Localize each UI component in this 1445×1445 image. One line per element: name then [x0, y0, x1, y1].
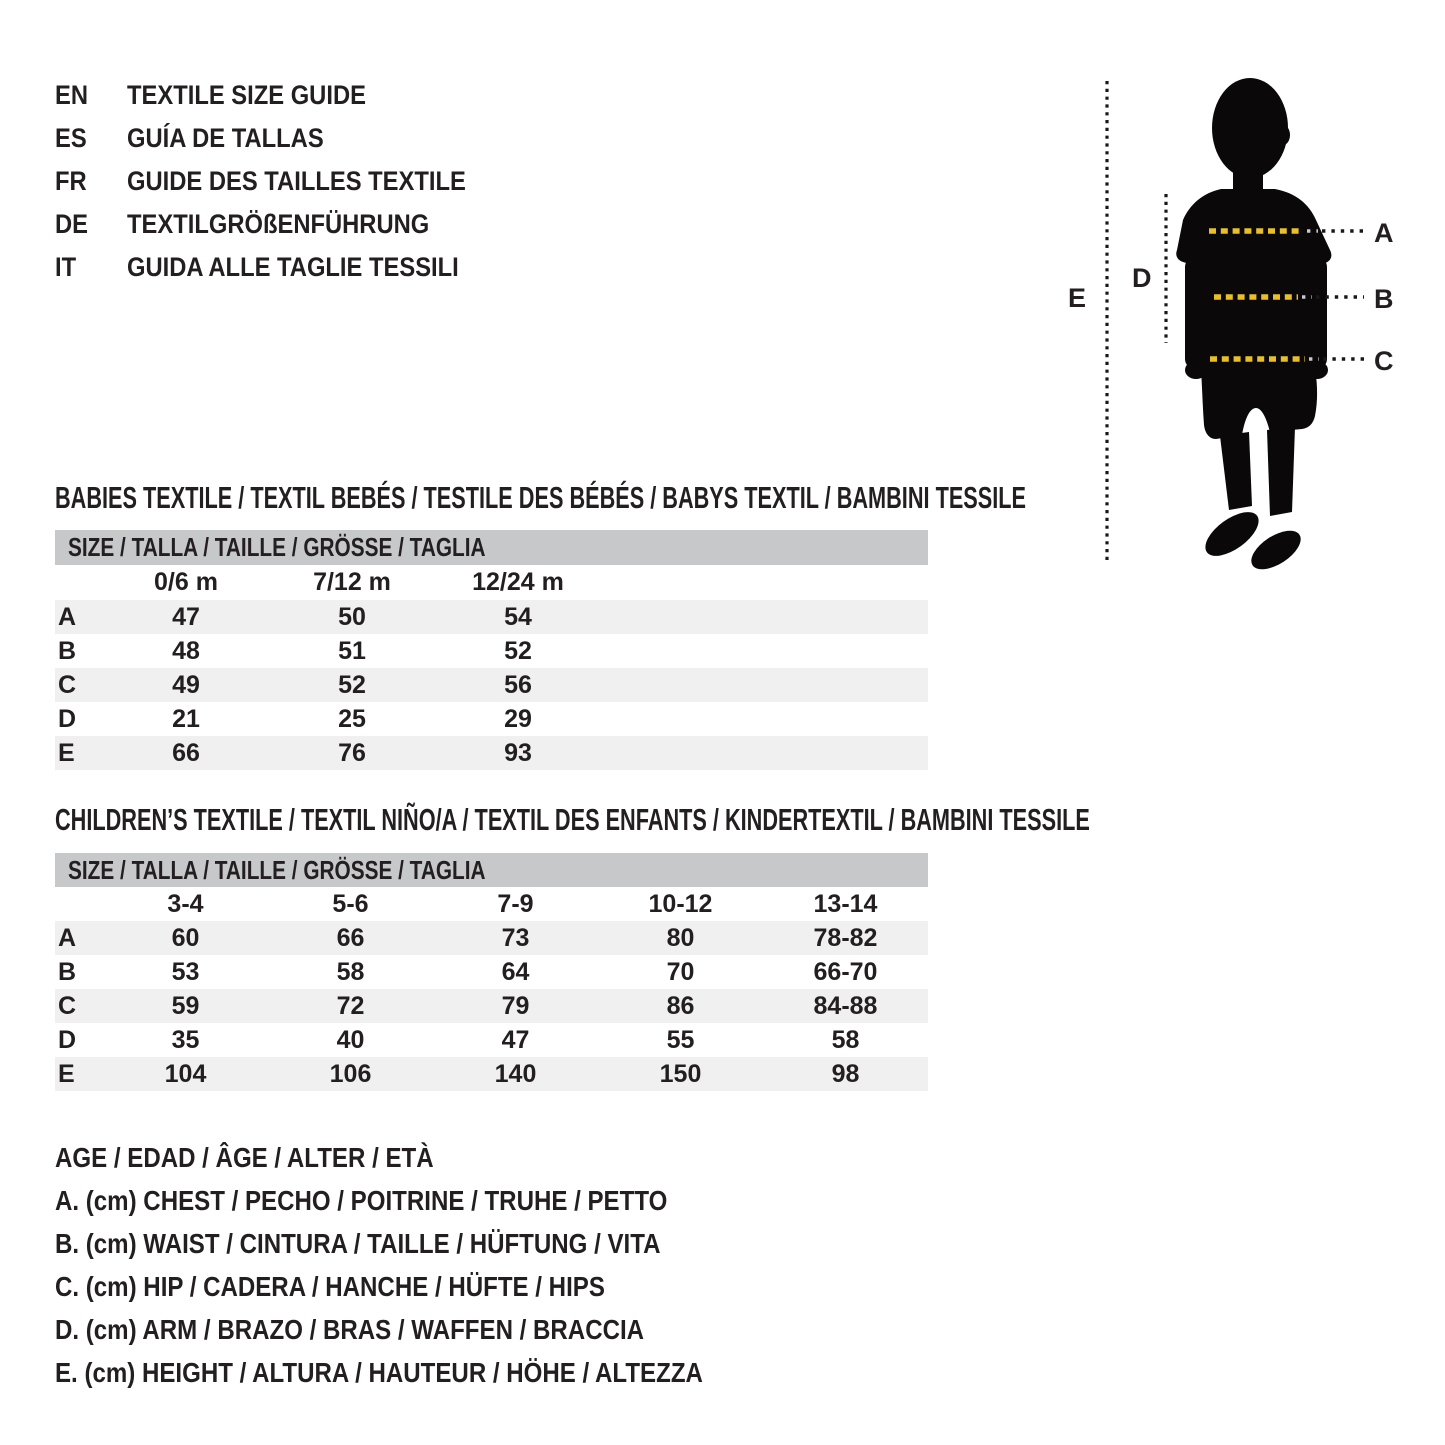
- column-header: 0/6 m: [154, 568, 218, 596]
- row-label: D: [58, 704, 77, 733]
- row-label: A: [58, 602, 77, 631]
- language-row: [55, 246, 512, 289]
- legend-text: D. (cm) ARM / BRAZO / BRAS / WAFFEN / BRACCIA: [55, 1313, 645, 1345]
- column-header-row: [55, 887, 928, 921]
- child-silhouette-icon: [1176, 78, 1331, 577]
- cell-value: 79: [501, 991, 530, 1020]
- row-label: E: [58, 1059, 75, 1088]
- language-title: GUÍA DE TALLAS: [127, 123, 324, 153]
- cell-value: 56: [504, 670, 532, 699]
- measurement-legend: [55, 1136, 808, 1394]
- language-title: GUIDE DES TAILLES TEXTILE: [127, 166, 466, 196]
- measurement-figure: [1050, 60, 1445, 600]
- legend-text: AGE / EDAD / ÂGE / ALTER / ETÀ: [55, 1141, 434, 1173]
- column-header: 5-6: [332, 889, 369, 918]
- table-row: [55, 668, 928, 702]
- cell-value: 49: [172, 670, 200, 699]
- cell-value: 70: [666, 957, 695, 986]
- language-title: TEXTILE SIZE GUIDE: [127, 80, 366, 110]
- cell-value: 29: [504, 704, 532, 733]
- size-header-bar: [55, 853, 928, 887]
- cell-value: 58: [831, 1025, 860, 1054]
- figure-label-b: B: [1374, 284, 1394, 314]
- language-title: GUIDA ALLE TAGLIE TESSILI: [127, 252, 459, 282]
- column-header: 7/12 m: [313, 568, 391, 596]
- cell-value: 66-70: [813, 957, 878, 986]
- cell-value: 52: [338, 670, 366, 699]
- column-header: 13-14: [813, 889, 878, 918]
- legend-line: [55, 1265, 808, 1308]
- language-guide: [55, 74, 512, 289]
- table-row: [55, 702, 928, 736]
- language-code: ES: [55, 123, 87, 153]
- legend-line: [55, 1222, 808, 1265]
- size-header-label: SIZE / TALLA / TAILLE / GRÖSSE / TAGLIA: [68, 854, 486, 885]
- cell-value: 48: [172, 636, 200, 665]
- language-title: TEXTILGRÖßENFÜHRUNG: [127, 209, 430, 239]
- figure-label-d: D: [1132, 263, 1152, 293]
- cell-value: 50: [338, 602, 366, 631]
- cell-value: 54: [504, 602, 532, 631]
- cell-value: 140: [494, 1059, 537, 1088]
- cell-value: 66: [172, 738, 200, 767]
- row-label: A: [58, 923, 77, 952]
- column-header: 10-12: [648, 889, 713, 918]
- table-row: [55, 955, 928, 989]
- cell-value: 47: [501, 1025, 530, 1054]
- column-header-row: [55, 565, 928, 600]
- table-row: [55, 1057, 928, 1091]
- language-code: IT: [55, 252, 77, 282]
- figure-label-a: A: [1374, 218, 1394, 248]
- cell-value: 51: [338, 636, 366, 665]
- figure-label-c: C: [1374, 346, 1394, 376]
- language-code: EN: [55, 80, 89, 110]
- cell-value: 98: [831, 1059, 860, 1088]
- table-row: [55, 634, 928, 668]
- legend-text: C. (cm) HIP / CADERA / HANCHE / HÜFTE / HIPS: [55, 1270, 605, 1302]
- cell-value: 150: [659, 1059, 702, 1088]
- table-row: [55, 736, 928, 770]
- cell-value: 64: [501, 957, 530, 986]
- legend-line: [55, 1351, 808, 1394]
- size-header-label: SIZE / TALLA / TAILLE / GRÖSSE / TAGLIA: [68, 532, 486, 562]
- cell-value: 55: [666, 1025, 695, 1054]
- legend-text: E. (cm) HEIGHT / ALTURA / HAUTEUR / HÖHE / ALTEZZA: [55, 1356, 703, 1388]
- language-code: FR: [55, 166, 87, 196]
- column-header: 3-4: [167, 889, 204, 918]
- babies-size-table: [55, 530, 928, 770]
- cell-value: 52: [504, 636, 532, 665]
- silhouette-left-leg: [1220, 432, 1252, 510]
- cell-value: 59: [171, 991, 200, 1020]
- cell-value: 53: [171, 957, 200, 986]
- language-row: [55, 74, 512, 117]
- legend-line: [55, 1136, 808, 1179]
- row-label: B: [58, 636, 77, 665]
- language-row: [55, 160, 512, 203]
- table-row: [55, 921, 928, 955]
- size-header-bar: [55, 530, 928, 565]
- cell-value: 72: [336, 991, 365, 1020]
- cell-value: 106: [329, 1059, 372, 1088]
- cell-value: 35: [171, 1025, 200, 1054]
- legend-text: A. (cm) CHEST / PECHO / POITRINE / TRUHE / PETTO: [55, 1184, 668, 1216]
- silhouette-nose: [1276, 125, 1290, 145]
- cell-value: 21: [172, 704, 200, 733]
- children-size-table: [55, 853, 928, 1091]
- legend-line: [55, 1179, 808, 1222]
- cell-value: 25: [338, 704, 366, 733]
- cell-value: 58: [336, 957, 365, 986]
- cell-value: 86: [666, 991, 695, 1020]
- row-label: B: [58, 957, 77, 986]
- row-label: C: [58, 670, 77, 699]
- language-row: [55, 117, 512, 160]
- cell-value: 40: [336, 1025, 365, 1054]
- cell-value: 104: [164, 1059, 207, 1088]
- silhouette-right-leg: [1267, 427, 1295, 516]
- cell-value: 60: [171, 923, 200, 952]
- legend-line: [55, 1308, 808, 1351]
- cell-value: 47: [172, 602, 200, 631]
- row-label: C: [58, 991, 77, 1020]
- cell-value: 73: [501, 923, 530, 952]
- table-row: [55, 1023, 928, 1057]
- column-header: 7-9: [497, 889, 534, 918]
- children-section-title: CHILDREN’S TEXTILE / TEXTIL NIÑO/A / TEXTIL DES ENFANTS / KINDERTEXTIL / BAMBINI TESSILE: [55, 802, 1090, 837]
- row-label: E: [58, 738, 75, 767]
- legend-text: B. (cm) WAIST / CINTURA / TAILLE / HÜFTUNG / VITA: [55, 1227, 661, 1259]
- figure-label-e: E: [1068, 283, 1087, 313]
- babies-section-title: BABIES TEXTILE / TEXTIL BEBÉS / TESTILE DES BÉBÉS / BABYS TEXTIL / BAMBINI TESSILE: [55, 480, 1027, 515]
- cell-value: 84-88: [813, 991, 878, 1020]
- cell-value: 80: [666, 923, 695, 952]
- cell-value: 93: [504, 738, 532, 767]
- cell-value: 76: [338, 738, 366, 767]
- table-row: [55, 600, 928, 634]
- language-code: DE: [55, 209, 89, 239]
- language-row: [55, 203, 512, 246]
- cell-value: 78-82: [813, 923, 878, 952]
- row-label: D: [58, 1025, 77, 1054]
- cell-value: 66: [336, 923, 365, 952]
- column-header: 12/24 m: [472, 568, 564, 596]
- table-row: [55, 989, 928, 1023]
